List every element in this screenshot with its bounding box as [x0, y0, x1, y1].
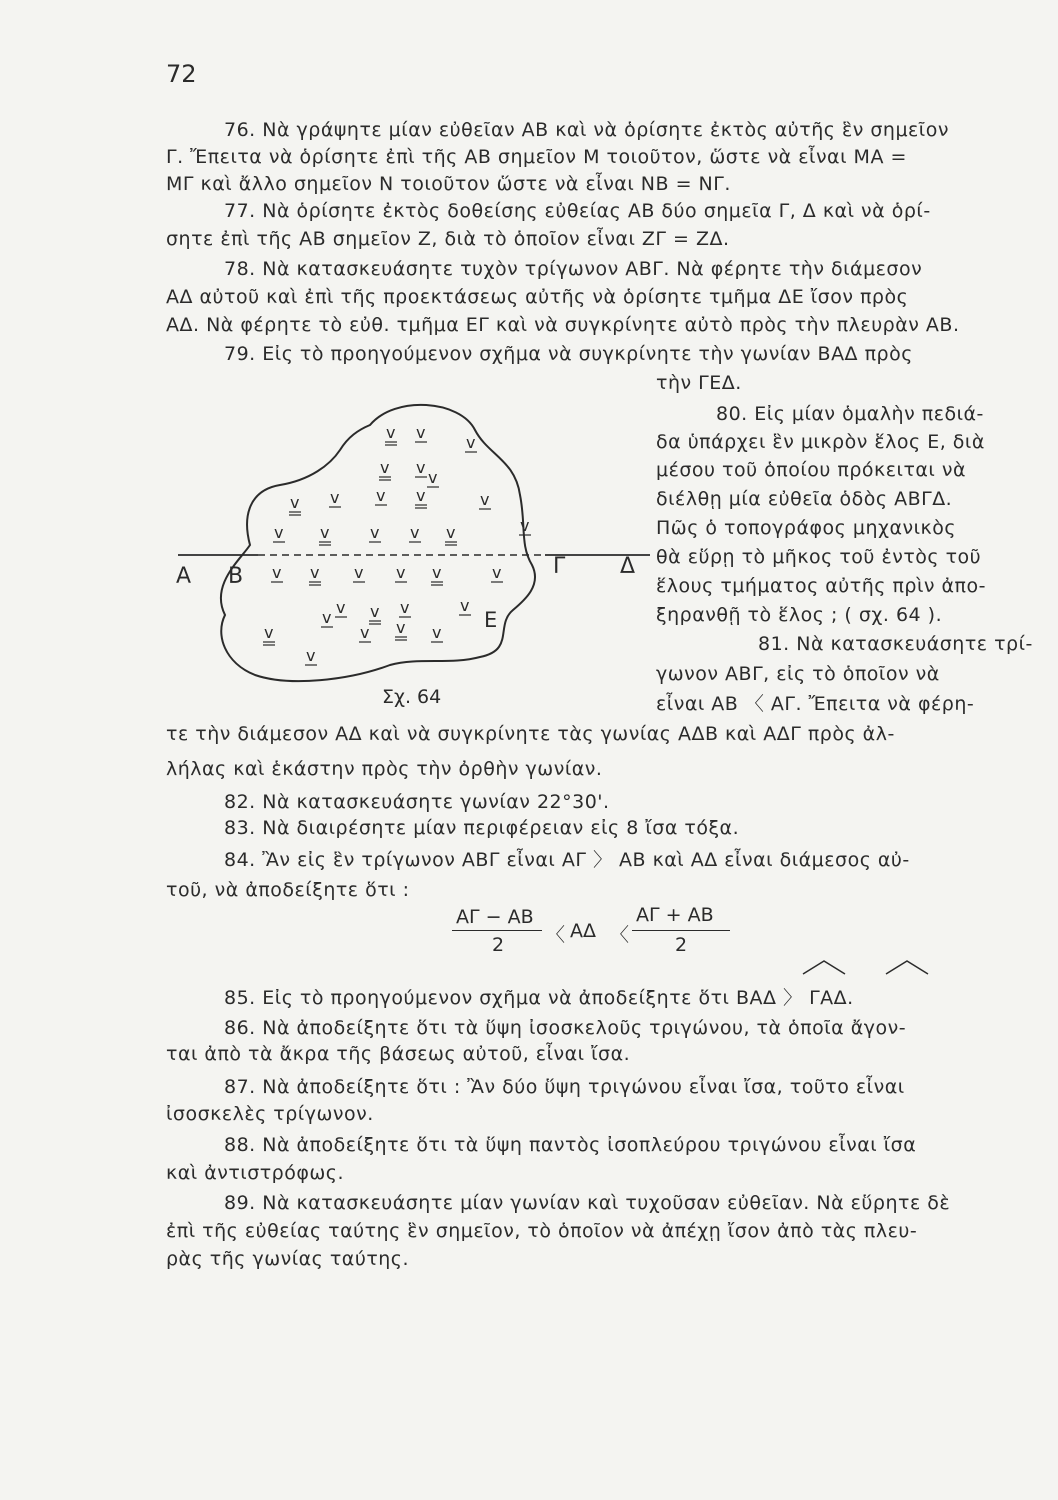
formula-right-numerator: ΑΓ + ΑΒ [636, 904, 714, 926]
marsh-symbol: v [460, 596, 470, 615]
text-line-85: 85. Εἰς τὸ προηγούμενον σχῆμα νὰ ἀποδείξητε ὅτι ΒΑΔ 〉 ΓΑΔ. [224, 987, 854, 1009]
formula-middle: ΑΔ [570, 920, 596, 942]
marsh-symbol: v [376, 486, 386, 505]
text-line-81d: τε τὴν διάμεσον ΑΔ καὶ νὰ συγκρίνητε τὰς γωνίας ΑΔΒ καὶ ΑΔΓ πρὸς ἀλ- [166, 723, 895, 745]
marsh-symbol: v [380, 458, 390, 477]
marsh-symbol: v [290, 493, 300, 512]
formula-left-numerator: ΑΓ − ΑΒ [456, 906, 534, 928]
text-line-84b: τοῦ, νὰ ἀποδείξητε ὅτι : [166, 879, 410, 901]
text-line-76a: 76. Νὰ γράψητε μίαν εὐθεῖαν ΑΒ καὶ νὰ ὁρίσητε ἐκτὸς αὐτῆς ἓν σημεῖον [224, 119, 949, 141]
text-line-80c: μέσου τοῦ ὁποίου πρόκειται νὰ [656, 459, 967, 481]
text-line-86b: ται ἀπὸ τὰ ἄκρα τῆς βάσεως αὐτοῦ, εἶναι ἴσα. [166, 1043, 631, 1065]
marsh-symbol: v [416, 458, 426, 477]
marsh-symbol: v [480, 490, 490, 509]
marsh-symbol: v [370, 523, 380, 542]
text-line-79b: τὴν ΓΕΔ. [656, 372, 742, 394]
angle-hat-marks [800, 958, 940, 978]
text-line-76b: Γ. Ἔπειτα νὰ ὁρίσητε ἐπὶ τῆς ΑΒ σημεῖον Μ τοιοῦτον, ὥστε νὰ εἶναι ΜΑ = [166, 146, 907, 168]
text-line-87a: 87. Νὰ ἀποδείξητε ὅτι : Ἂν δύο ὕψη τριγώνου εἶναι ἴσα, τοῦτο εἶναι [224, 1076, 905, 1098]
figure-caption: Σχ. 64 [382, 686, 442, 708]
marsh-symbol: v [520, 516, 530, 535]
marsh-symbol: v [320, 523, 330, 542]
marsh-symbol: v [428, 468, 438, 487]
text-line-84a: 84. Ἂν εἰς ἓν τρίγωνον ΑΒΓ εἶναι ΑΓ 〉 ΑΒ καὶ ΑΔ εἶναι διάμεσος αὐ- [224, 849, 910, 871]
marsh-symbol: v [354, 563, 364, 582]
marsh-symbol: v [396, 618, 406, 637]
marsh-symbol: v [400, 598, 410, 617]
text-line-80b: δα ὑπάρχει ἓν μικρὸν ἕλος Ε, διὰ [656, 431, 985, 453]
text-line-83: 83. Νὰ διαιρέσητε μίαν περιφέρειαν εἰς 8 ἴσα τόξα. [224, 817, 740, 839]
text-line-89c: ρὰς τῆς γωνίας ταύτης. [166, 1248, 409, 1270]
marsh-symbol: v [336, 598, 346, 617]
text-line-89b: ἐπὶ τῆς εὐθείας ταύτης ἓν σημεῖον, τὸ ὁποῖον νὰ ἀπέχῃ ἴσον ἀπὸ τὰς πλευ- [166, 1220, 918, 1242]
marsh-symbol: v [370, 602, 380, 621]
text-line-80h: ξηρανθῇ τὸ ἕλος ; ( σχ. 64 ). [656, 604, 943, 626]
marsh-symbol: v [466, 433, 476, 452]
text-line-86a: 86. Νὰ ἀποδείξητε ὅτι τὰ ὕψη ἰσοσκελοῦς τριγώνου, τὰ ὁποῖα ἄγον- [224, 1017, 907, 1039]
text-line-82: 82. Νὰ κατασκευάσητε γωνίαν 22°30'. [224, 791, 610, 813]
marsh-symbol: v [272, 563, 282, 582]
text-line-78b: ΑΔ αὐτοῦ καὶ ἐπὶ τῆς προεκτάσεως αὐτῆς νὰ ὁρίσητε τμῆμα ΔΕ ἴσον πρὸς [166, 286, 909, 308]
label-E: Ε [484, 608, 498, 632]
text-line-88a: 88. Νὰ ἀποδείξητε ὅτι τὰ ὕψη παντὸς ἰσοπλεύρου τριγώνου εἶναι ἴσα [224, 1134, 917, 1156]
text-line-80e: Πῶς ὁ τοπογράφος μηχανικὸς [656, 517, 957, 539]
text-line-77b: σητε ἐπὶ τῆς ΑΒ σημεῖον Ζ, διὰ τὸ ὁποῖον εἶναι ΖΓ = ΖΔ. [166, 228, 730, 250]
text-line-78a: 78. Νὰ κατασκευάσητε τυχὸν τρίγωνον ΑΒΓ. Νὰ φέρητε τὴν διάμεσον [224, 258, 923, 280]
formula-right-fraction-bar [632, 930, 730, 931]
figure-64-marsh-diagram [170, 395, 650, 720]
formula-less-than-1: 〈 [546, 924, 566, 946]
label-G: Γ [553, 554, 566, 579]
marsh-symbol: v [416, 423, 426, 442]
text-line-81a: 81. Νὰ κατασκευάσητε τρί- [758, 633, 1033, 655]
text-line-77a: 77. Νὰ ὁρίσητε ἐκτὸς δοθείσης εὐθείας ΑΒ δύο σημεῖα Γ, Δ καὶ νὰ ὁρί- [224, 200, 931, 222]
text-line-80d: διέλθῃ μία εὐθεῖα ὁδὸς ΑΒΓΔ. [656, 488, 953, 510]
text-line-78c: ΑΔ. Νὰ φέρητε τὸ εὐθ. τμῆμα ΕΓ καὶ νὰ συγκρίνητε αὐτὸ πρὸς τὴν πλευρὰν ΑΒ. [166, 314, 960, 336]
formula-left-denominator: 2 [492, 934, 505, 956]
marsh-symbol: v [322, 608, 332, 627]
text-line-81e: λήλας καὶ ἑκάστην πρὸς τὴν ὀρθὴν γωνίαν. [166, 758, 603, 780]
formula-right-denominator: 2 [675, 934, 688, 956]
text-line-87b: ἰσοσκελὲς τρίγωνον. [166, 1103, 374, 1125]
marsh-symbol: v [432, 623, 442, 642]
marsh-symbol: v [410, 523, 420, 542]
text-line-81c: εἶναι ΑΒ 〈 ΑΓ. Ἔπειτα νὰ φέρη- [656, 693, 975, 715]
label-D: Δ [620, 554, 636, 579]
page-number: 72 [166, 60, 197, 88]
marsh-symbol: v [330, 488, 340, 507]
text-line-80g: ἕλους τμήματος αὐτῆς πρὶν ἀπο- [656, 575, 986, 597]
text-line-76c: ΜΓ καὶ ἄλλο σημεῖον Ν τοιοῦτον ὥστε νὰ εἶναι ΝΒ = ΝΓ. [166, 173, 731, 195]
marsh-symbol: v [446, 523, 456, 542]
marsh-symbol: v [396, 563, 406, 582]
marsh-symbol: v [432, 563, 442, 582]
text-line-81b: γωνον ΑΒΓ, εἰς τὸ ὁποῖον νὰ [656, 663, 940, 685]
label-A: Α [176, 564, 192, 589]
text-line-88b: καὶ ἀντιστρόφως. [166, 1162, 344, 1184]
marsh-symbol: v [416, 486, 426, 505]
text-line-80f: θὰ εὕρῃ τὸ μῆκος τοῦ ἐντὸς τοῦ [656, 546, 982, 568]
text-line-80a: 80. Εἰς μίαν ὁμαλὴν πεδιά- [716, 403, 984, 425]
formula-less-than-2: 〈 [610, 924, 630, 946]
marsh-symbol: v [306, 646, 316, 665]
angle-hat-GAD [886, 961, 928, 974]
angle-hat-BAD [803, 961, 845, 974]
text-line-79a: 79. Εἰς τὸ προηγούμενον σχῆμα νὰ συγκρίνητε τὴν γωνίαν ΒΑΔ πρὸς [224, 343, 913, 365]
marsh-symbol: v [386, 423, 396, 442]
marsh-symbol: v [274, 523, 284, 542]
marsh-symbol: v [264, 623, 274, 642]
text-line-89a: 89. Νὰ κατασκευάσητε μίαν γωνίαν καὶ τυχοῦσαν εὐθεῖαν. Νὰ εὕρητε δὲ [224, 1192, 951, 1214]
marsh-symbol: v [310, 563, 320, 582]
formula-left-fraction-bar [452, 930, 542, 931]
label-B: Β [228, 564, 244, 589]
marsh-symbol: v [360, 623, 370, 642]
marsh-symbol: v [492, 563, 502, 582]
